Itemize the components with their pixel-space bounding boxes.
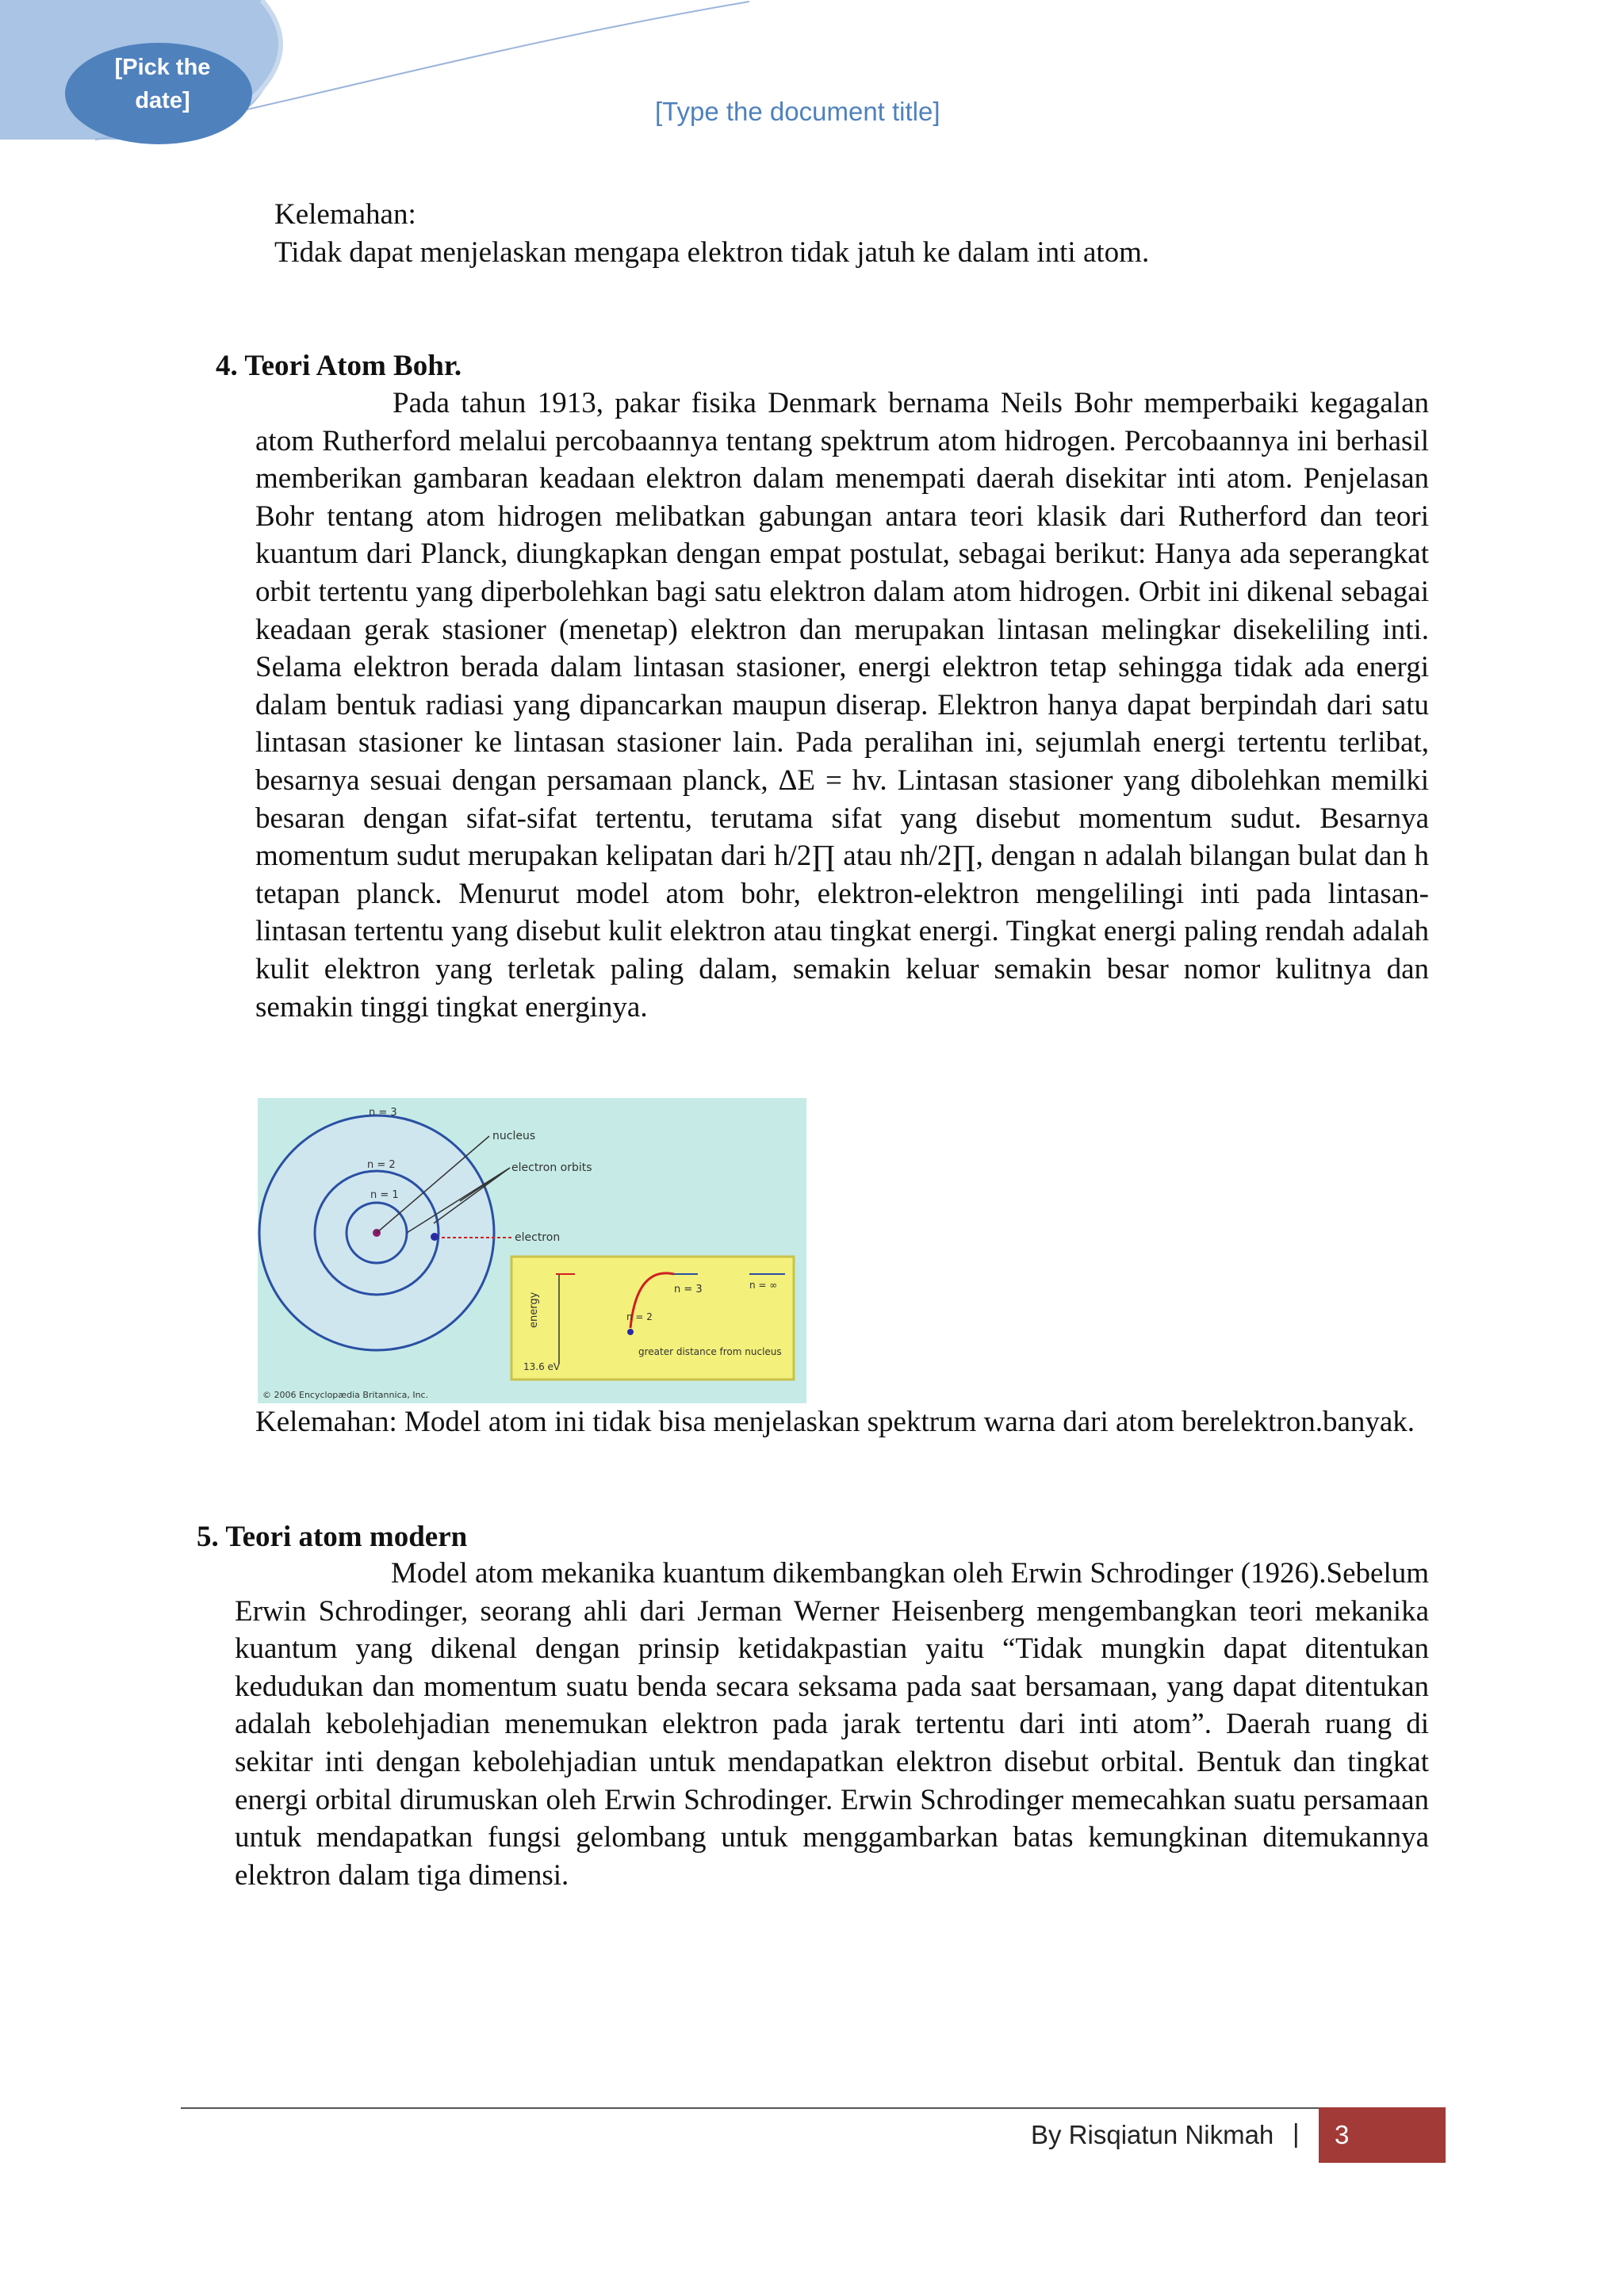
rutherford-weakness-label: Kelemahan: [274, 198, 416, 231]
page-number: 3 [1319, 2107, 1446, 2163]
fig-label-inset-n2: n = 2 [626, 1311, 653, 1322]
fig-label-n3: n = 3 [369, 1107, 397, 1119]
rutherford-weakness-text: Tidak dapat menjelaskan mengapa elektron tidak jatuh ke dalam inti atom. [274, 236, 1150, 269]
fig-label-distance: greater distance from nucleus [638, 1346, 782, 1357]
modern-body: Model atom mekanika kuantum dikembangkan oleh Erwin Schrodinger (1926).Sebelum Erwin Schrodinger, seorang ahli dari Jerman Werner Heisenberg mengembangkan teori mekanika kuantum yang dikenal dengan prinsip ketidakpastian yaitu “Tidak mungkin dapat ditentukan kedudukan dan momentum suatu benda secara seksama pada saat bersamaan, yang dapat ditentukan adalah kebolehjadian menemukan elektron pada jarak tertentu dari inti atom”. Daerah ruang di sekitar inti dengan kebolehjadian untuk mendapatkan elektron disebut orbital. Bentuk dan tingkat energi orbital dirumuskan oleh Erwin Schrodinger. Erwin Schrodinger memecahkan suatu persamaan untuk mendapatkan fungsi gelombang untuk menggambarkan batas kemungkinan ditemukannya elektron dalam tiga dimensi. [235, 1557, 1429, 1892]
fig-label-orbits: electron orbits [511, 1161, 592, 1174]
footer-rule [181, 2107, 1446, 2109]
fig-label-inset-ninf: n = ∞ [749, 1280, 778, 1291]
fig-label-nucleus: nucleus [492, 1130, 536, 1142]
fig-label-n1: n = 1 [370, 1189, 399, 1201]
fig-label-inset-n3: n = 3 [674, 1284, 703, 1295]
fig-label-n2: n = 2 [367, 1159, 396, 1171]
footer-author: By Risqiatun Nikmah [1031, 2120, 1274, 2149]
bohr-heading: 4. Teori Atom Bohr. [216, 350, 462, 382]
bohr-model-figure [258, 1098, 806, 1403]
bohr-weakness: Kelemahan: Model atom ini tidak bisa menjelaskan spektrum warna dari atom berelektron.banyak. [255, 1406, 1415, 1438]
fig-label-energy: energy [528, 1292, 540, 1328]
bohr-body: Pada tahun 1913, pakar fisika Denmark bernama Neils Bohr memperbaiki kegagalan atom Rutherford melalui percobaannya tentang spektrum atom hidrogen. Percobaannya ini berhasil memberikan gambaran keadaan elektron dalam menempati daerah disekitar inti atom. Penjelasan Bohr tentang atom hidrogen melibatkan gabungan antara teori klasik dari Rutherford dan teori kuantum dari Planck, diungkapkan dengan empat postulat, sebagai berikut: Hanya ada seperangkat orbit tertentu yang diperbolehkan bagi satu elektron dalam atom hidrogen. Orbit ini dikenal sebagai keadaan gerak stasioner (menetap) elektron dan merupakan lintasan melingkar disekeliling inti. Selama elektron berada dalam lintasan stasioner, energi elektron tetap sehingga tidak ada energi dalam bentuk radiasi yang dipancarkan maupun diserap. Elektron hanya dapat berpindah dari satu lintasan stasioner ke lintasan stasioner lain. Pada peralihan ini, sejumlah energi tertentu terlibat, besarnya sesuai dengan persamaan planck, ΔE = hv. Lintasan stasioner yang dibolehkan memilki besaran dengan sifat-sifat tertentu, terutama sifat yang disebut momentum sudut. Besarnya momentum sudut merupakan kelipatan dari h/2∏ atau nh/2∏, dengan n adalah bilangan bulat dan h tetapan planck. Menurut model atom bohr, elektron-elektron mengelilingi inti pada lintasan-lintasan tertentu yang disebut kulit elektron atau tingkat energi. Tingkat energi paling rendah adalah kulit elektron yang terletak paling dalam, semakin keluar semakin besar nomor kulitnya dan semakin tinggi tingkat energinya. [255, 387, 1429, 1024]
fig-copyright: © 2006 Encyclopædia Britannica, Inc. [262, 1390, 429, 1400]
document-title[interactable]: [Type the document title] [655, 97, 940, 126]
date-placeholder[interactable]: [Pick the date] [114, 55, 211, 113]
modern-heading: 5. Teori atom modern [197, 1521, 468, 1553]
footer-separator: | [1293, 2118, 1300, 2148]
fig-label-ev: 13.6 eV [523, 1361, 561, 1372]
fig-label-electron: electron [515, 1231, 561, 1244]
